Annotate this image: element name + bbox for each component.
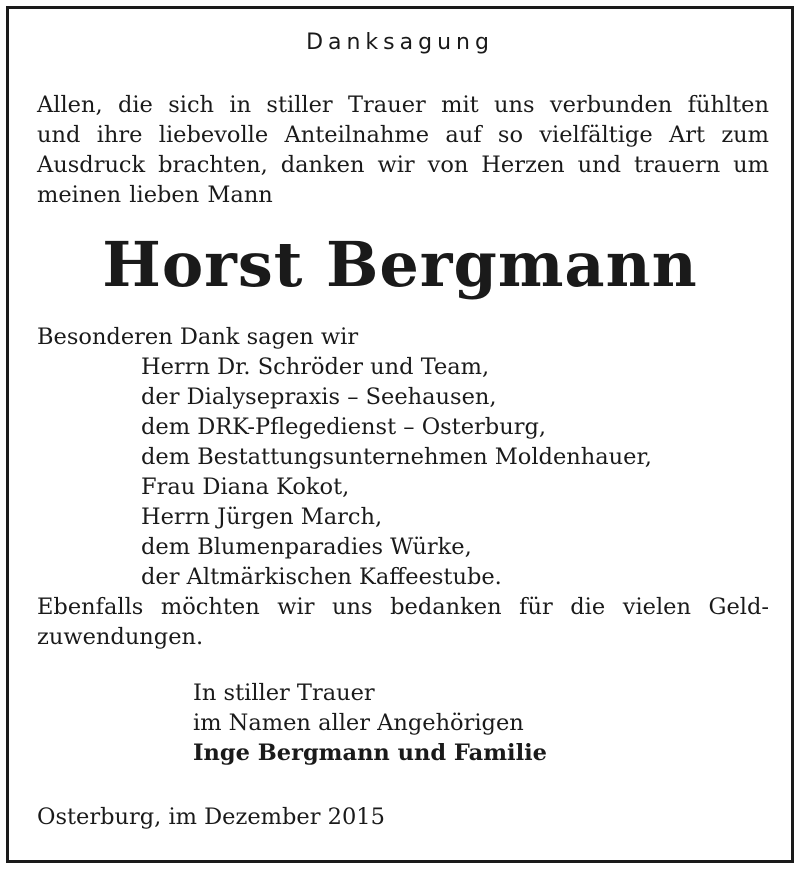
- thanks-intro: Besonderen Dank sagen wir: [37, 324, 359, 350]
- thanks-list-item: Frau Diana Kokot,: [141, 474, 350, 500]
- thanks-list-item: Herrn Dr. Schröder und Team,: [141, 354, 490, 380]
- thanks-section: [37, 322, 769, 652]
- thanks-list-item: dem DRK-Pflegedienst – Osterburg,: [141, 414, 546, 440]
- signature-family: Inge Bergmann und Familie: [193, 740, 547, 766]
- intro-line: Allen, die sich in stiller Trauer mit uns verbunden fühlten: [37, 92, 769, 118]
- intro-line: Ausdruck brachten, danken wir von Herzen und trauern um: [37, 152, 769, 178]
- also-thanks-line: zuwendungen.: [37, 624, 204, 650]
- thanks-list-item: dem Bestattungsunternehmen Moldenhauer,: [141, 444, 652, 470]
- thanks-list-item: Herrn Jürgen March,: [141, 504, 383, 530]
- intro-line: meinen lieben Mann: [37, 182, 273, 208]
- signature-line: In stiller Trauer: [193, 680, 375, 706]
- thanks-list-item: der Altmärkischen Kaffeestube.: [141, 564, 502, 590]
- intro-paragraph: [37, 90, 769, 210]
- deceased-name: Horst Bergmann: [102, 228, 698, 301]
- place-date: Osterburg, im Dezember 2015: [37, 804, 385, 830]
- signature-block: [193, 678, 547, 768]
- heading-danksagung: Danksagung: [306, 30, 494, 55]
- also-thanks-line: Ebenfalls möchten wir uns bedanken für die vielen Geld-: [37, 594, 769, 620]
- signature-line: im Namen aller Angehörigen: [193, 710, 524, 736]
- thanks-list-item: der Dialysepraxis – Seehausen,: [141, 384, 497, 410]
- intro-line: und ihre liebevolle Anteilnahme auf so vielfältige Art zum: [37, 122, 769, 148]
- thanks-list-item: dem Blumenparadies Würke,: [141, 534, 472, 560]
- thanks-list: [37, 352, 769, 592]
